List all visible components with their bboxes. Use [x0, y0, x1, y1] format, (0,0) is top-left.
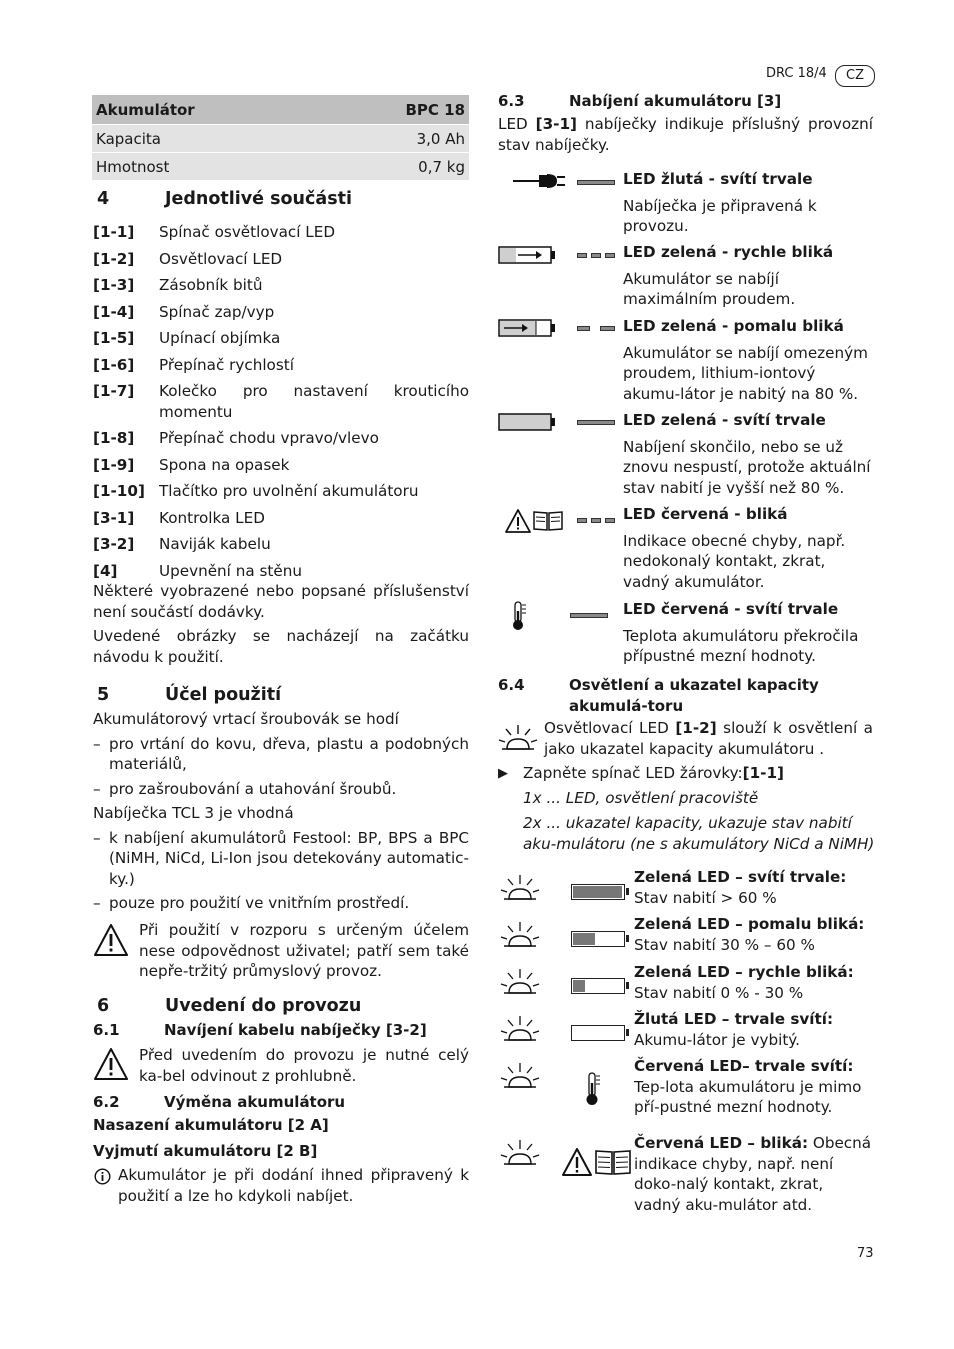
option-2x: 2x ... ukazatel kapacity, ukazuje stav nabití aku-mulátoru (ne s akumulátory NiCd a NiMH) [523, 814, 875, 853]
capacity-label: Žlutá LED – trvale svítí: [634, 1010, 834, 1028]
warning-icon [561, 1147, 593, 1177]
led-light-icon [500, 1061, 540, 1091]
capacity-row [634, 962, 874, 1003]
table-row [92, 153, 469, 181]
charger-intro: Nabíječka TCL 3 je vhodná [93, 804, 294, 822]
full-battery-icon [498, 413, 556, 431]
table-header-cell: BPC 18 [405, 100, 465, 119]
part-text: Zásobník bitů [159, 276, 263, 294]
list-item [93, 561, 469, 582]
section-title: Účel použití [165, 685, 282, 705]
led-solid-indicator [570, 613, 608, 618]
led-state-row [623, 599, 873, 667]
part-ref: [1-9] [93, 455, 135, 474]
battery-level-icon [571, 931, 625, 947]
led-solid-indicator [577, 180, 615, 185]
intended-use [93, 709, 469, 914]
table-header-cell: Akumulátor [96, 100, 195, 119]
led-state-row [623, 169, 873, 237]
section-title: Jednotlivé součásti [165, 189, 352, 209]
action-arrow-icon: ▶ [498, 766, 508, 781]
info-icon [94, 1168, 111, 1185]
section-title: Uvedení do provozu [165, 996, 362, 1016]
part-ref: [1-4] [93, 302, 135, 321]
list-item: – pro vrtání do kovu, dřeva, plastu a podobných materiálů, [93, 734, 469, 773]
list-item [93, 534, 469, 555]
led-state-label: LED zelená - pomalu bliká [623, 317, 844, 335]
capacity-desc: Stav nabití 0 % - 30 % [634, 983, 804, 1002]
part-text: Naviják kabelu [159, 535, 271, 553]
list-item: – pouze pro použití ve vnitřním prostředí. [93, 893, 469, 914]
figures-note: Uvedené obrázky se nacházejí na začátku návodu k použití. [93, 627, 469, 666]
parts-list [93, 222, 469, 667]
list-item: – pro zašroubování a utahování šroubů. [93, 779, 469, 800]
subsection-title: Navíjení kabelu nabíječky [3-2] [164, 1021, 427, 1039]
cable-warning: Před uvedením do provozu je nutné celý ka-bel odvinout z prohlubně. [139, 1046, 469, 1085]
capacity-row [634, 1133, 874, 1215]
manual-book-icon [594, 1149, 632, 1176]
led-state-desc: Nabíjení skončilo, nebo se už znovu nespustí, protože aktuální stav nabití je vyšší než 80 %. [623, 437, 871, 497]
led-light-icon [500, 1014, 540, 1044]
list-item [93, 249, 469, 270]
part-ref: [3-2] [93, 535, 135, 553]
part-text: Tlačítko pro uvolnění akumulátoru [159, 482, 419, 500]
subsection-title: Nabíjení akumulátoru [3] [569, 92, 782, 110]
capacity-desc: Stav nabití 30 % – 60 % [634, 935, 815, 954]
part-ref: [1-1] [93, 223, 135, 241]
part-ref: [1-7] [93, 382, 135, 400]
capacity-row [634, 1009, 874, 1050]
led-light-icon [500, 967, 540, 997]
capacity-label: Zelená LED – svítí trvale: [634, 868, 847, 886]
part-text: Upínací objímka [159, 329, 281, 347]
switch-action: Zapněte spínač LED žárovky:[1-1] [523, 764, 784, 782]
led-blink-dash [600, 326, 615, 331]
led-state-desc: Akumulátor se nabíjí maximálním proudem. [623, 269, 796, 308]
part-text: Přepínač chodu vpravo/vlevo [159, 429, 379, 447]
charging-battery-icon [498, 319, 556, 337]
led-state-label: LED červená - bliká [623, 505, 788, 523]
table-cell: Kapacita [96, 129, 161, 148]
capacity-row [634, 867, 874, 908]
subsection-number: 6.3 [498, 92, 525, 110]
part-text: Osvětlovací LED [159, 249, 283, 268]
led-state-desc: Indikace obecné chyby, např. nedokonalý kontakt, zkrat, vadný akumulátor. [623, 531, 846, 591]
subsection-number: 6.4 [498, 676, 525, 694]
battery-level-icon [571, 978, 625, 994]
subsection-number: 6.1 [93, 1021, 120, 1039]
part-ref: [4] [93, 561, 118, 580]
part-text: Upevnění na stěnu [159, 561, 302, 580]
led-blink-dash [605, 253, 615, 258]
capacity-row [634, 1056, 874, 1118]
list-item [93, 455, 469, 476]
subsection-6-4-heading [498, 675, 873, 716]
part-ref: [1-3] [93, 276, 135, 294]
led-state-row [623, 504, 873, 592]
use-item: pro vrtání do kovu, dřeva, plastu a podobných materiálů, [109, 734, 469, 773]
part-text: Spínač osvětlovací LED [159, 223, 336, 241]
list-item: – k nabíjení akumulátorů Festool: BP, BPS a BPC (NiMH, NiCd, Li-Ion jsou detekovány automatic-ky.) [93, 828, 469, 888]
warning-icon [504, 508, 532, 534]
subsection-title: Osvětlení a ukazatel kapacity akumulá-toru [569, 676, 819, 715]
table-header-row [92, 95, 469, 125]
option-1x: 1x ... LED, osvětlení pracoviště [523, 789, 759, 807]
list-item [93, 381, 469, 422]
led-state-label: LED zelená - rychle bliká [623, 243, 834, 261]
list-item [93, 481, 469, 502]
use-item: k nabíjení akumulátorů Festool: BP, BPS a BPC (NiMH, NiCd, Li-Ion jsou detekovány automatic-ky.) [109, 828, 469, 888]
document-model: DRC 18/4 [766, 66, 827, 81]
table-row [92, 125, 469, 153]
section-number: 4 [97, 189, 110, 209]
page-number: 73 [857, 1246, 874, 1261]
part-ref: [1-10] [93, 482, 145, 500]
led-blink-dash [591, 518, 601, 523]
use-item: pouze pro použití ve vnitřním prostředí. [109, 894, 410, 912]
led-state-desc: Teplota akumulátoru překročila přípustné mezní hodnoty. [623, 626, 859, 665]
list-item [93, 428, 469, 449]
subsection-number: 6.2 [93, 1093, 120, 1111]
led-light-icon [500, 873, 540, 903]
warning-icon [93, 923, 129, 957]
misuse-warning: Při použití v rozporu s určeným účelem nese odpovědnost uživatel; patří sem také nepře-tržitý průmyslový provoz. [139, 921, 469, 980]
list-item [93, 355, 469, 376]
capacity-desc: Akumu-látor je vybitý. [634, 1030, 800, 1049]
accessory-note: Některé vyobrazené nebo popsané příslušenství není součástí dodávky. [93, 582, 469, 621]
capacity-label: Zelená LED – pomalu bliká: [634, 915, 865, 933]
insert-battery-heading: Nasazení akumulátoru [2 A] [93, 1116, 329, 1134]
led-blink-dash [577, 253, 587, 258]
part-ref: [1-6] [93, 355, 135, 374]
subsection-title: Výměna akumulátoru [164, 1093, 346, 1111]
led-state-desc: Nabíječka je připravená k provozu. [623, 196, 817, 235]
led-light-icon [498, 723, 538, 753]
led-state-label: LED zelená - svítí trvale [623, 411, 826, 429]
table-cell: 3,0 Ah [416, 129, 465, 148]
mains-plug-icon [513, 172, 565, 190]
led-blink-dash [577, 518, 587, 523]
section-number: 6 [97, 996, 110, 1016]
capacity-desc: Obecná indikace chyby, např. není doko-nalý kontakt, zkrat, vadný aku-mulátor atd. [634, 1134, 872, 1214]
led-state-row [623, 242, 873, 310]
capacity-label: Červená LED– trvale svítí: [634, 1057, 854, 1075]
led-state-desc: Akumulátor se nabíjí omezeným proudem, lithium-iontový akumu-látor je nabitý na 80 %. [623, 343, 868, 403]
section-number: 5 [97, 685, 110, 705]
use-intro: Akumulátorový vrtací šroubovák se hodí [93, 710, 399, 728]
capacity-row [634, 914, 874, 955]
part-text: Spínač zap/vyp [159, 302, 275, 321]
part-ref: [1-8] [93, 429, 135, 447]
led-blink-dash [605, 518, 615, 523]
remove-battery-heading: Vyjmutí akumulátoru [2 B] [93, 1142, 318, 1160]
led-light-icon [500, 1138, 540, 1168]
led-blink-dash [591, 253, 601, 258]
manual-book-icon [532, 510, 564, 532]
battery-info-note: Akumulátor je při dodání ihned připravený k použití a lze ho kdykoli nabíjet. [118, 1166, 469, 1205]
use-item: pro zašroubování a utahování šroubů. [109, 779, 397, 798]
charger-led-intro: LED [3-1] nabíječky indikuje příslušný provozní stav nabíječky. [498, 115, 873, 154]
part-text: Přepínač rychlostí [159, 355, 294, 374]
part-ref: [1-2] [93, 249, 135, 268]
part-ref: [3-1] [93, 508, 135, 527]
led-state-label: LED žlutá - svítí trvale [623, 170, 813, 188]
warning-icon [93, 1047, 129, 1081]
led-state-row [623, 316, 873, 404]
list-item [93, 302, 469, 323]
led-state-row [623, 410, 873, 498]
charging-battery-icon [498, 246, 556, 264]
capacity-label: Zelená LED – rychle bliká: [634, 963, 854, 981]
list-item [93, 508, 469, 529]
list-item [93, 328, 469, 349]
thermometer-icon [509, 601, 527, 631]
capacity-label: Červená LED – bliká: [634, 1134, 809, 1152]
language-badge: CZ [835, 65, 875, 87]
battery-spec-table [92, 95, 469, 181]
part-text: Kolečko pro nastavení krouticího momentu [159, 382, 469, 421]
thermometer-icon [583, 1072, 601, 1106]
led-light-icon [500, 920, 540, 950]
battery-level-icon [571, 884, 625, 900]
table-cell: Hmotnost [96, 157, 170, 176]
part-text: Spona na opasek [159, 455, 290, 474]
led-light-intro: Osvětlovací LED [1-2] slouží k osvětlení a jako ukazatel kapacity akumulátoru . [544, 719, 873, 758]
led-solid-indicator [577, 420, 615, 425]
table-cell: 0,7 kg [418, 157, 465, 176]
part-text: Kontrolka LED [159, 508, 265, 527]
list-item [93, 222, 469, 243]
capacity-desc: Tep-lota akumulátoru je mimo pří-pustné mezní hodnoty. [634, 1077, 862, 1116]
led-state-label: LED červená - svítí trvale [623, 600, 839, 618]
capacity-desc: Stav nabití > 60 % [634, 888, 777, 907]
battery-level-icon [571, 1025, 625, 1041]
list-item [93, 275, 469, 296]
led-blink-dash [577, 326, 590, 331]
part-ref: [1-5] [93, 329, 135, 347]
